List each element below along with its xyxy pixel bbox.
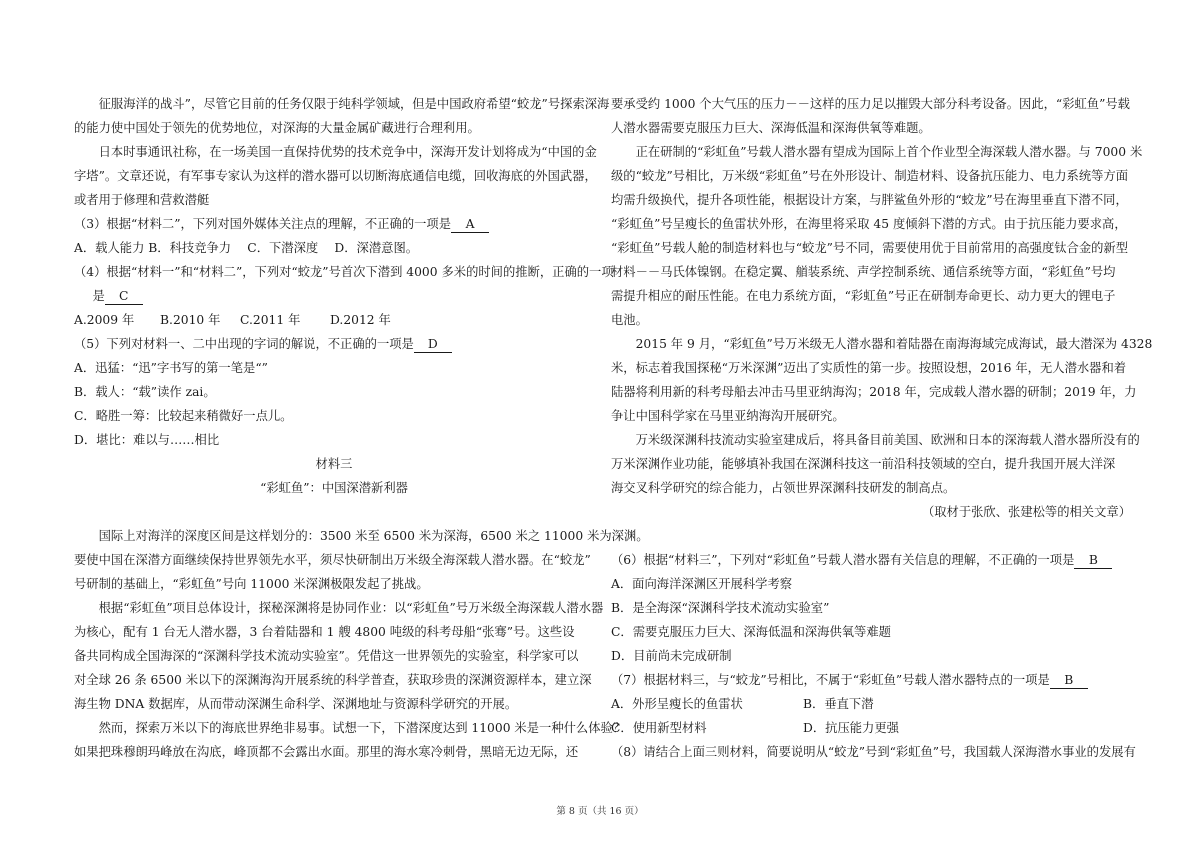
page-footer: 第 8 页（共 16 页） — [556, 806, 644, 817]
text-line: 人潜水器需要克服压力巨大、深海低温和深海供氧等难题。 — [611, 121, 931, 135]
spacer — [74, 500, 594, 524]
question-6: （6）根据“材料三”，下列对“彩虹鱼”号载人潜水器有关信息的理解，不正确的一项是 B — [611, 548, 1131, 572]
answer-blank: C — [105, 288, 143, 305]
text-line: 2015 年 9 月，“彩虹鱼”号万米级无人潜水器和着陆器在南海海域完成海试，最大潜深为 4328 — [635, 337, 1153, 351]
option: C．需要克服压力巨大、深海低温和深海供氧等难题 — [611, 625, 891, 639]
option: C.2011 年 — [240, 313, 301, 327]
question-7-options-row2 — [611, 716, 1131, 740]
question-5: （5）下列对材料一、二中出现的字词的解说，不正确的一项是 D — [74, 332, 594, 356]
option: D．抗压能力更强 — [803, 721, 899, 735]
option: A．外形呈瘦长的鱼雷状 — [611, 697, 743, 711]
question-4: （4）根据“材料一”和“材料二”，下列对“蛟龙”号首次下潜到 4000 多米的时间的推断，正确的一项 — [74, 265, 614, 279]
option: D．堪比：难以与……相比 — [74, 433, 220, 447]
text-line: 日本时事通讯社称，在一场美国一直保持优势的技术竞争中，深海开发计划将成为“中国的金 — [98, 145, 597, 159]
text-line: 根据“彩虹鱼”项目总体设计，探秘深渊将是协同作业：以“彩虹鱼”号万米级全海深载人潜水器 — [98, 601, 604, 615]
option: A．面向海洋深渊区开展科学考察 — [611, 577, 793, 591]
option: B.2010 年 — [160, 313, 221, 327]
spacer — [611, 524, 1131, 548]
question-3-options: A．载人能力 B．科技竞争力 C．下潜深度 D．深潜意图。 — [74, 241, 419, 255]
answer-blank: B — [1074, 552, 1112, 569]
question-7-options-row1 — [611, 692, 1131, 716]
text-line: 均需升级换代，提升各项性能，根据设计方案，与胖鲨鱼外形的“蛟龙”号在海里垂直下潜不同， — [611, 193, 1128, 207]
option: B．载人：“载”读作 zai。 — [74, 385, 216, 399]
text-line: 字塔”。文章还说，有军事专家认为这样的潜水器可以切断海底通信电缆，回收海底的外国武器， — [74, 169, 597, 183]
section-title: 材料三 — [315, 457, 353, 471]
text-line: 陆器将利用新的科考母船去冲击马里亚纳海沟；2018 年，完成载人潜水器的研制；2019 年，力 — [611, 385, 1137, 399]
source-citation: （取材于张欣、张建松等的相关文章） — [921, 505, 1131, 519]
option: B．垂直下潜 — [803, 697, 874, 711]
question-4-cont: 是 C — [74, 284, 594, 308]
option: C．使用新型材料 — [611, 721, 707, 735]
option: B．是全海深“深渊科学技术流动实验室” — [611, 601, 830, 615]
option: A．迅猛：“迅”字书写的第一笔是“” — [74, 361, 268, 375]
text-line: 对全球 26 条 6500 米以下的深渊海沟开展系统的科学普查，获取珍贵的深渊资源样本，建立深 — [74, 673, 592, 687]
text-line: 为核心，配有 1 台无人潜水器，3 台着陆器和 1 艘 4800 吨级的科考母船“张骞”号。这些设 — [74, 625, 575, 639]
text-line: 正在研制的“彩虹鱼”号载人潜水器有望成为国际上首个作业型全海深载人潜水器。与 7000 米 — [635, 145, 1143, 159]
section-subtitle: “彩虹鱼”：中国深潜新利器 — [260, 481, 408, 495]
answer-blank: A — [451, 216, 489, 233]
option: D．目前尚未完成研制 — [611, 649, 732, 663]
text-line: 备共同构成全国海深的“深渊科学技术流动实验室”。凭借这一世界领先的实验室，科学家可以 — [74, 649, 579, 663]
option: A.2009 年 — [74, 313, 135, 327]
question-4-options — [74, 308, 594, 332]
question-7: （7）根据材料三，与“蛟龙”号相比，不属于“彩虹鱼”号载人潜水器特点的一项是 B — [611, 668, 1131, 692]
text-line: 国际上对海洋的深度区间是这样划分的：3500 米至 6500 米为深海，6500 米之 11000 米为深渊。 — [98, 529, 649, 543]
text-line: “彩虹鱼”号载人舱的制造材料也与“蛟龙”号不同，需要使用优于目前常用的高强度钛合金的新型 — [611, 241, 1129, 255]
text-line: 然而，探索万米以下的海底世界绝非易事。试想一下，下潜深度达到 11000 米是一种什么体验？ — [98, 721, 626, 735]
text-line: 材料－－马氏体镍钢。在稳定翼、艏装系统、声学控制系统、通信系统等方面，“彩虹鱼”号均 — [611, 265, 1116, 279]
answer-blank: B — [1050, 672, 1088, 689]
text-line: 或者用于修理和营救潜艇 — [74, 193, 210, 207]
text-line: 要承受约 1000 个大气压的压力－－这样的压力足以摧毁大部分科考设备。因此，“彩虹鱼”号载 — [611, 97, 1130, 111]
text-line: 海交叉科学研究的综合能力，占领世界深渊科技研发的制高点。 — [611, 481, 956, 495]
question-8: （8）请结合上面三则材料，简要说明从“蛟龙”号到“彩虹鱼”号，我国载人深海潜水事业的发展有 — [611, 745, 1136, 759]
text-line: 电池。 — [611, 313, 648, 327]
text-line: 征服海洋的战斗”，尽管它目前的任务仅限于纯科学领域，但是中国政府希望“蛟龙”号探索深海 — [98, 97, 610, 111]
text-line: 万米级深渊科技流动实验室建成后，将具备目前美国、欧洲和日本的深海载人潜水器所没有的 — [635, 433, 1140, 447]
question-3: （3）根据“材料二”，下列对国外媒体关注点的理解，不正确的一项是 A — [74, 212, 594, 236]
answer-blank: D — [414, 336, 452, 353]
text-line: 如果把珠穆朗玛峰放在沟底，峰顶都不会露出水面。那里的海水寒冷刺骨，黑暗无边无际，还 — [74, 745, 579, 759]
option: D.2012 年 — [330, 313, 391, 327]
text-line: 需提升相应的耐压性能。在电力系统方面，“彩虹鱼”号正在研制寿命更长、动力更大的锂电子 — [611, 289, 1116, 303]
text-line: 米，标志着我国探秘“万米深渊”迈出了实质性的第一步。按照设想，2016 年，无人潜水器和着 — [611, 361, 1127, 375]
text-line: 争让中国科学家在马里亚纳海沟开展研究。 — [611, 409, 845, 423]
text-line: 万米深渊作业功能，能够填补我国在深渊科技这一前沿科技领域的空白，提升我国开展大洋深 — [611, 457, 1116, 471]
text-line: 要使中国在深潜方面继续保持世界领先水平，须尽快研制出万米级全海深载人潜水器。在“蛟龙” — [74, 553, 591, 567]
text-line: 的能力使中国处于领先的优势地位，对深海的大量金属矿藏进行合理利用。 — [74, 121, 480, 135]
text-line: 海生物 DNA 数据库，从而带动深渊生命科学、深渊地址与资源科学研究的开展。 — [74, 697, 518, 711]
option: C．略胜一筹：比较起来稍微好一点儿。 — [74, 409, 293, 423]
text-line: 级的“蛟龙”号相比，万米级“彩虹鱼”号在外形设计、制造材料、设备抗压能力、电力系统等方面 — [611, 169, 1129, 183]
right-column — [611, 92, 1153, 764]
text-line: 号研制的基础上，“彩虹鱼”号向 11000 米深渊极限发起了挑战。 — [74, 577, 429, 591]
text-line: “彩虹鱼”号呈瘦长的鱼雷状外形，在海里将采取 45 度倾斜下潜的方式。由于抗压能力要求高， — [611, 217, 1127, 231]
